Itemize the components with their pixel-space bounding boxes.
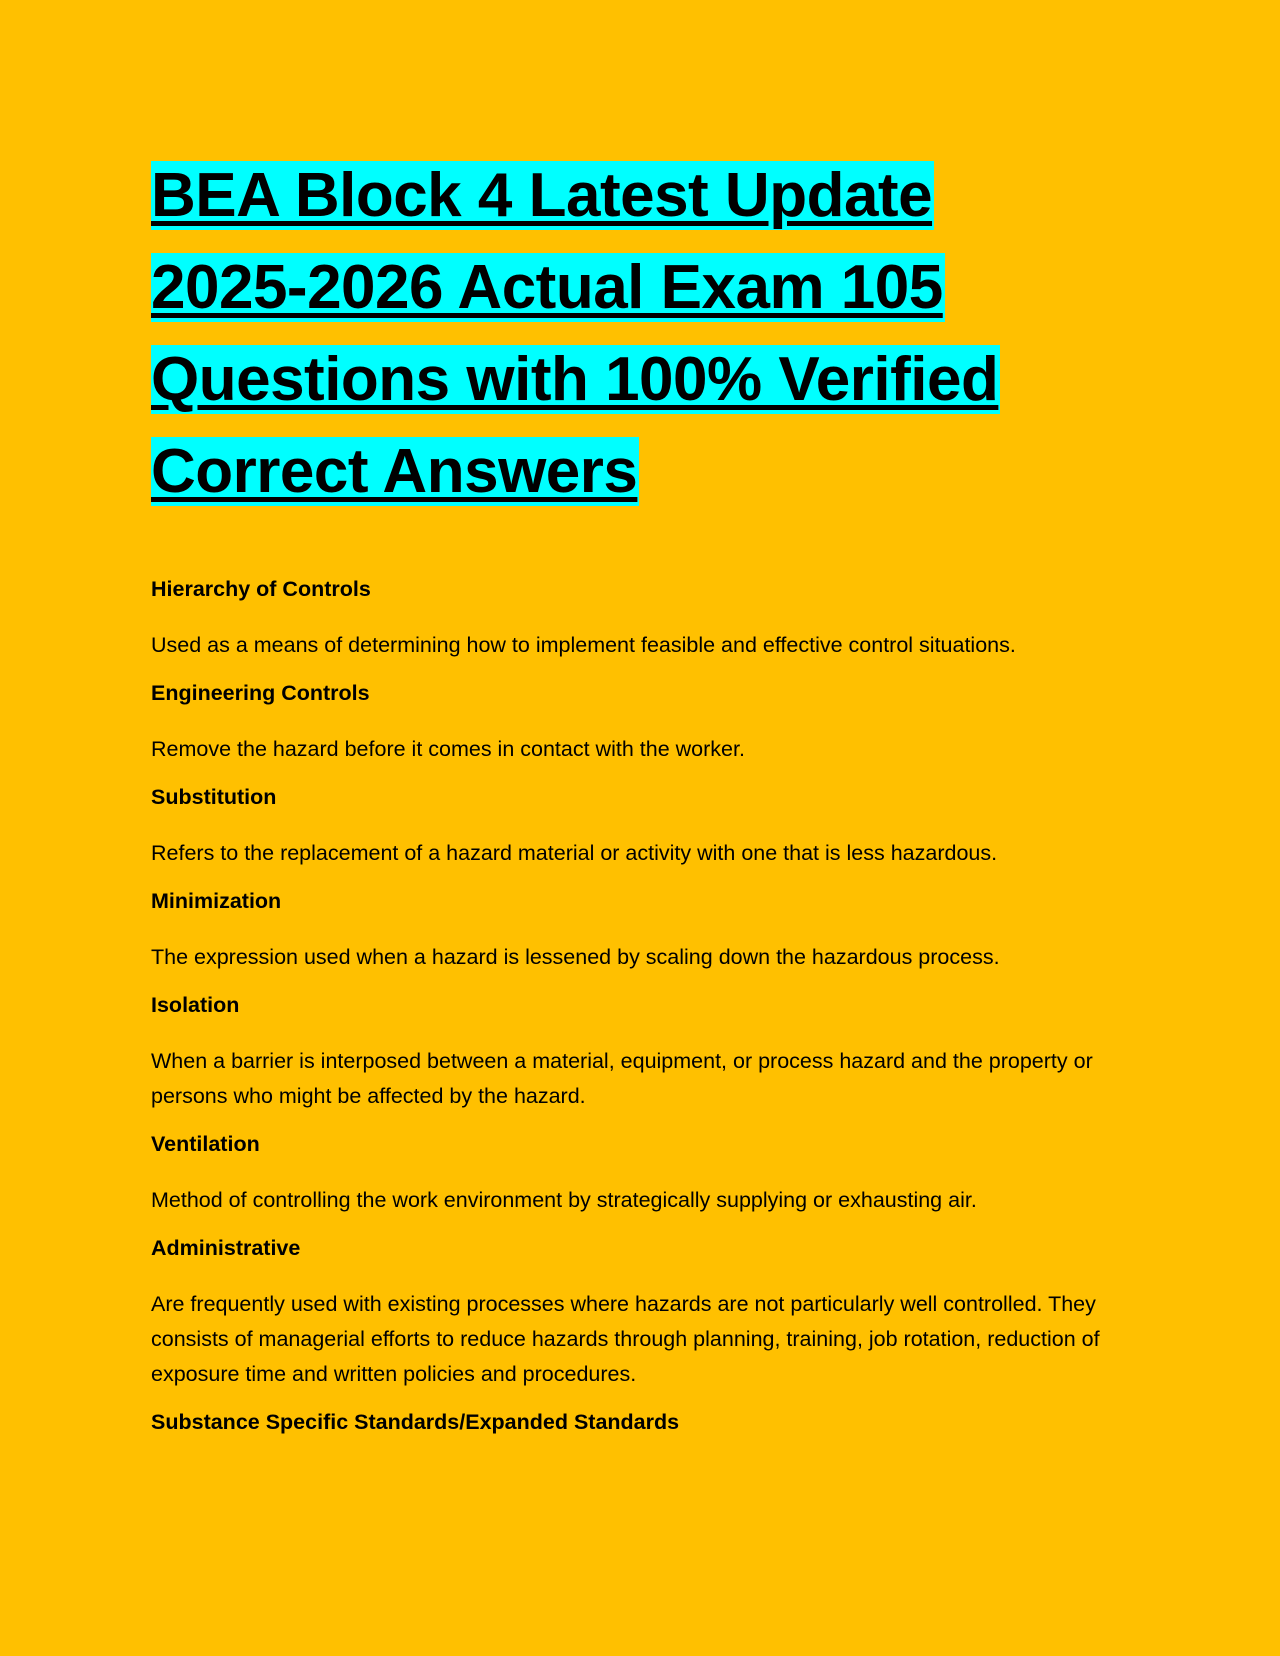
definition-engineering-controls: Remove the hazard before it comes in contact with the worker.: [151, 737, 745, 761]
definition-isolation: When a barrier is interposed between a material, equipment, or process hazard and the property or persons who might be affected by the hazard.: [151, 1049, 1093, 1108]
document-title: [151, 150, 1136, 518]
term-ventilation: Ventilation: [151, 1132, 260, 1156]
definition-ventilation: Method of controlling the work environment by strategically supplying or exhausting air.: [151, 1188, 977, 1212]
title-line-2: 2025-2026 Actual Exam 105: [151, 253, 943, 322]
document-page: [151, 150, 1136, 1461]
definition-minimization: The expression used when a hazard is lessened by scaling down the hazardous process.: [151, 945, 1000, 969]
title-line-3: Questions with 100% Verified: [151, 345, 999, 414]
title-line-4: Correct Answers: [151, 437, 638, 506]
term-substitution: Substitution: [151, 785, 277, 809]
definition-substitution: Refers to the replacement of a hazard material or activity with one that is less hazardous.: [151, 841, 998, 865]
term-substance-specific-standards: Substance Specific Standards/Expanded Standards: [151, 1410, 680, 1434]
term-hierarchy-of-controls: Hierarchy of Controls: [151, 577, 371, 601]
term-administrative: Administrative: [151, 1236, 301, 1260]
term-isolation: Isolation: [151, 993, 240, 1017]
term-minimization: Minimization: [151, 889, 282, 913]
qa-list: [151, 576, 1136, 1435]
term-engineering-controls: Engineering Controls: [151, 681, 370, 705]
definition-administrative: Are frequently used with existing processes where hazards are not particularly well controlled. They consists of managerial efforts to reduce hazards through planning, training, job rotation, reduction of exposure time and written policies and procedures.: [151, 1292, 1100, 1386]
definition-hierarchy-of-controls: Used as a means of determining how to implement feasible and effective control situations.: [151, 633, 1016, 657]
title-line-1: BEA Block 4 Latest Update: [151, 161, 933, 230]
